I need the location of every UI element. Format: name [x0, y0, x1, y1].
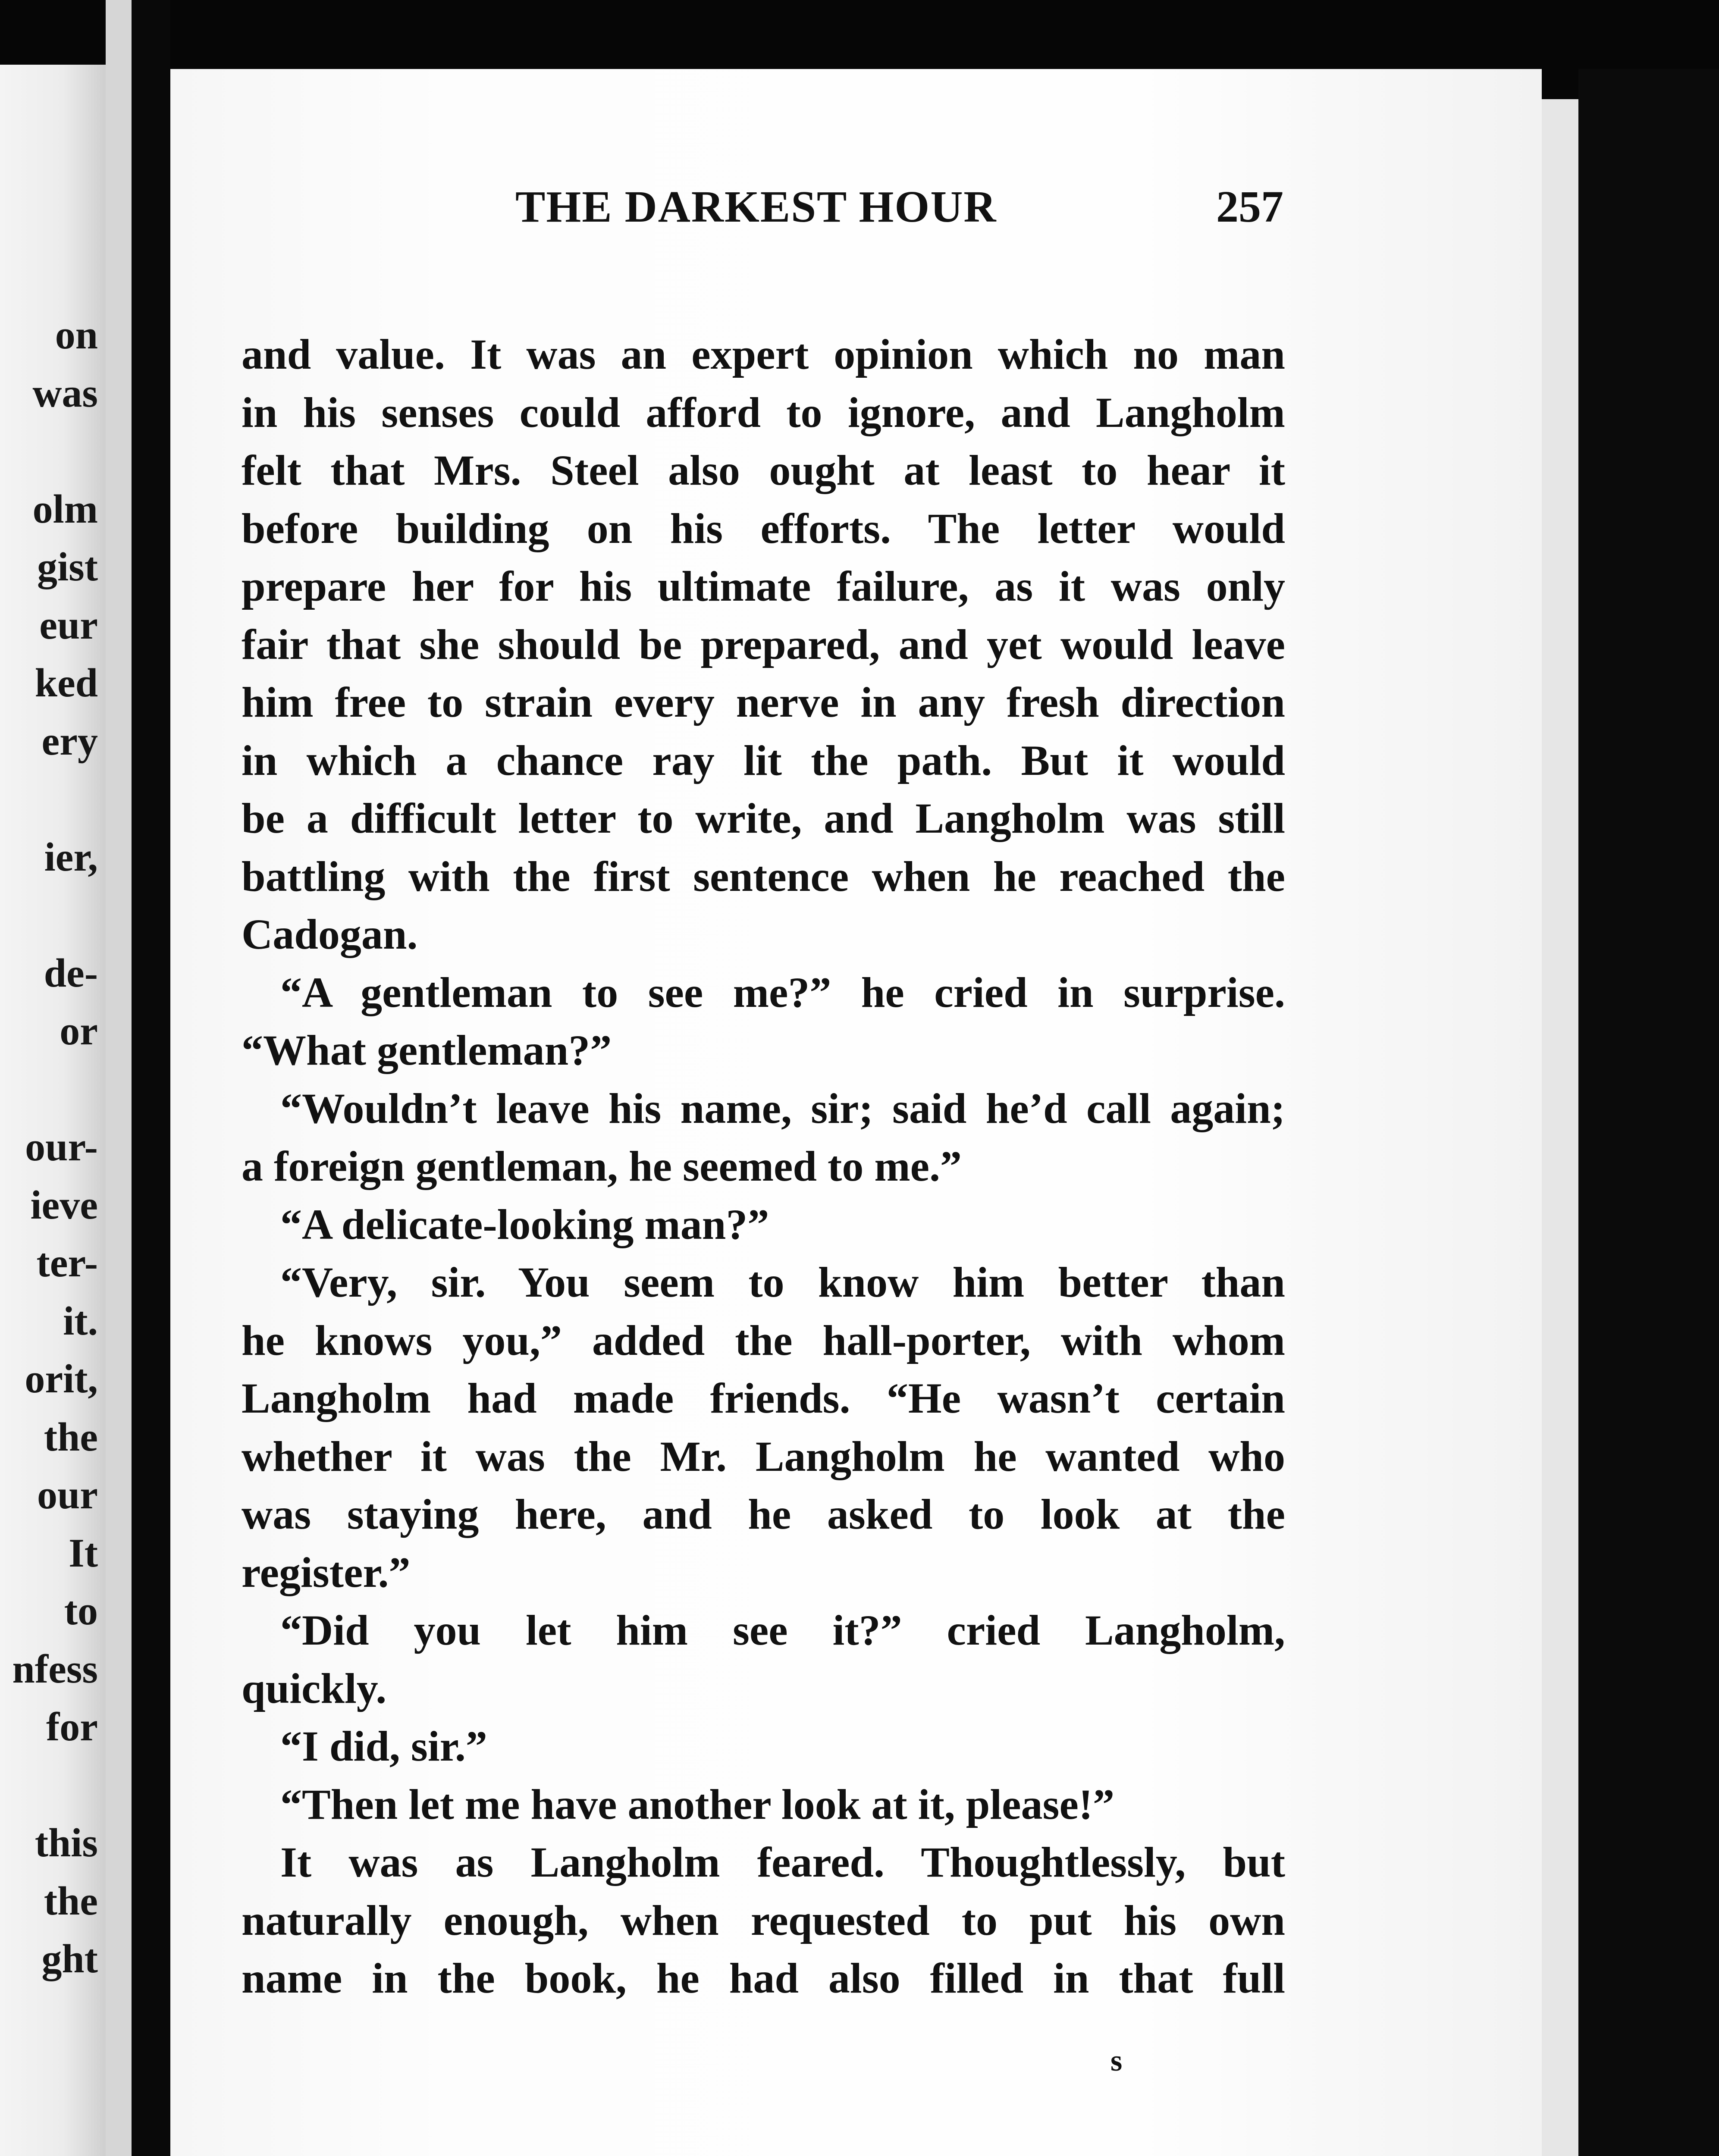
previous-page-edge — [0, 65, 106, 2156]
previous-page-fragment: eur — [39, 602, 98, 648]
binding-gutter — [106, 0, 132, 2156]
previous-page-fragment: ked — [35, 661, 98, 705]
running-head — [170, 181, 1542, 241]
previous-page-fragment: ter- — [36, 1241, 98, 1285]
previous-page-fragment: nfess — [12, 1646, 98, 1692]
previous-page-fragment: ery — [41, 718, 98, 764]
text-line: “Very, sir. You seem to know him better than — [280, 1258, 1285, 1306]
text-line: It was as Langholm feared. Thoughtlessly, but — [280, 1838, 1285, 1886]
text-line: in which a chance ray lit the path. But it would — [242, 736, 1285, 784]
previous-page-fragment: gist — [37, 545, 98, 589]
previous-page-fragment: was — [32, 370, 98, 416]
text-line: “Did you let him see it?” cried Langholm, — [280, 1606, 1285, 1654]
text-line: in his senses could afford to ignore, and Langholm — [242, 388, 1285, 436]
text-line: “Then let me have another look at it, please!” — [280, 1780, 1115, 1828]
previous-page-fragment: our — [37, 1473, 98, 1517]
previous-page-fragment: ieve — [30, 1182, 98, 1228]
text-line: was staying here, and he asked to look at the — [242, 1490, 1285, 1538]
text-line: register.” — [242, 1548, 411, 1596]
previous-page-fragment: it. — [63, 1298, 98, 1344]
previous-page-fragment: this — [35, 1821, 98, 1865]
previous-page-fragment: the — [44, 1414, 98, 1460]
text-line: before building on his efforts. The letter would — [242, 504, 1285, 552]
previous-page-fragment: on — [55, 313, 98, 357]
text-line: and value. It was an expert opinion which no man — [242, 330, 1285, 378]
text-line: “Wouldn’t leave his name, sir; said he’d call again; — [280, 1084, 1285, 1132]
text-line: “What gentleman?” — [242, 1026, 612, 1074]
signature-mark: s — [1110, 2044, 1123, 2078]
text-line: quickly. — [242, 1664, 387, 1712]
text-line: naturally enough, when requested to put his own — [242, 1896, 1285, 1944]
previous-page-fragment: for — [46, 1705, 98, 1749]
previous-page-fragment: orit, — [25, 1357, 98, 1401]
text-line: “A delicate-looking man?” — [280, 1200, 769, 1248]
binding-shadow — [132, 0, 170, 2156]
text-line: name in the book, he had also filled in that full — [242, 1954, 1285, 2002]
text-line: Cadogan. — [242, 910, 418, 958]
previous-page-fragment: ier, — [44, 834, 98, 880]
previous-page-fragment: de- — [44, 950, 98, 996]
text-line: felt that Mrs. Steel also ought at least to hear it — [242, 446, 1285, 494]
text-line: “I did, sir.” — [280, 1722, 487, 1770]
text-line: prepare her for his ultimate failure, as it was only — [242, 562, 1285, 610]
text-line: be a difficult letter to write, and Langholm was still — [242, 794, 1285, 842]
running-head-title: THE DARKEST HOUR — [515, 182, 997, 232]
previous-page-fragment: our- — [25, 1125, 98, 1169]
text-line: battling with the first sentence when he reached the — [242, 852, 1285, 900]
book-cover-edge — [1578, 69, 1719, 2156]
page-stack-edge — [1542, 99, 1578, 2156]
previous-page-fragment: the — [44, 1878, 98, 1924]
text-line: fair that she should be prepared, and yet would leave — [242, 620, 1285, 668]
page-number: 257 — [1216, 182, 1283, 232]
text-line: a foreign gentleman, he seemed to me.” — [242, 1142, 962, 1190]
previous-page-fragment: or — [60, 1009, 98, 1053]
text-line: “A gentleman to see me?” he cried in surprise. — [280, 968, 1285, 1016]
text-line: he knows you,” added the hall-porter, with whom — [242, 1316, 1285, 1364]
text-line: Langholm had made friends. “He wasn’t certain — [242, 1374, 1285, 1422]
previous-page-fragment: ght — [41, 1937, 98, 1981]
previous-page-fragment: It — [69, 1530, 98, 1576]
previous-page-fragment: to — [64, 1589, 98, 1633]
previous-page-fragment: olm — [32, 486, 98, 532]
text-line: whether it was the Mr. Langholm he wanted who — [242, 1432, 1285, 1480]
text-line: him free to strain every nerve in any fresh direction — [242, 678, 1285, 726]
